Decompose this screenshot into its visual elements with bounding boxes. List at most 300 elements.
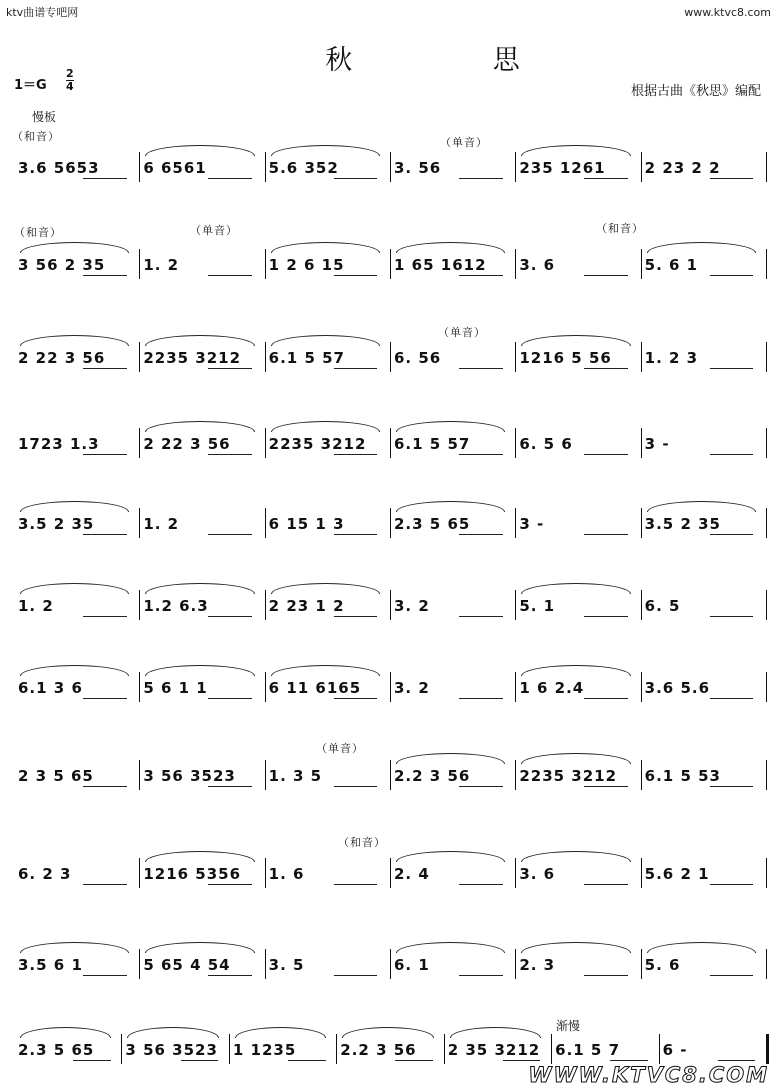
site-name-left: ktv曲谱专吧网 xyxy=(6,6,79,19)
bar-line xyxy=(766,152,767,182)
measure xyxy=(18,594,133,618)
beam-underline xyxy=(610,1060,648,1061)
measure xyxy=(269,594,384,618)
beam-underline xyxy=(584,275,628,276)
bar-line xyxy=(265,152,266,182)
bar-line xyxy=(766,249,767,279)
slur-arc xyxy=(271,421,380,432)
measure xyxy=(519,156,634,180)
measure xyxy=(645,862,760,886)
bar-line xyxy=(265,342,266,372)
measure-notes: 6.1 3 6 xyxy=(18,679,83,697)
bar-line xyxy=(390,428,391,458)
beam-underline xyxy=(208,454,252,455)
measure xyxy=(233,1038,330,1062)
beam-underline xyxy=(710,884,754,885)
bar-line xyxy=(515,590,516,620)
tag-single: （单音） xyxy=(190,224,238,237)
measure-notes: 2235 3212 xyxy=(268,435,367,453)
measure-notes: 5. 1 xyxy=(519,597,556,615)
measure xyxy=(394,676,509,700)
bar-line xyxy=(641,249,642,279)
measure-notes: 2.3 5 65 xyxy=(394,515,471,533)
beam-underline xyxy=(710,975,754,976)
measure-notes: 2. 3 xyxy=(519,956,556,974)
beam-underline xyxy=(83,368,127,369)
measure xyxy=(394,764,509,788)
beam-underline xyxy=(710,616,754,617)
beam-underline xyxy=(83,975,127,976)
slur-arc xyxy=(271,335,380,346)
beam-underline xyxy=(459,534,503,535)
slur-arc xyxy=(521,145,630,156)
measure-notes: 2.2 3 56 xyxy=(340,1041,417,1059)
measure xyxy=(645,253,760,277)
measure-notes: 3 56 3523 xyxy=(143,767,236,785)
beam-underline xyxy=(459,178,503,179)
measure xyxy=(143,253,258,277)
bar-line xyxy=(515,760,516,790)
measure-notes: 5 6 1 1 xyxy=(143,679,208,697)
measure-notes: 1. 2 xyxy=(18,597,54,615)
measure-notes: 2 23 1 2 xyxy=(268,597,345,615)
measure xyxy=(18,953,133,977)
bar-line xyxy=(641,858,642,888)
beam-underline xyxy=(208,534,252,535)
measure xyxy=(18,1038,115,1062)
bar-line xyxy=(515,949,516,979)
measure xyxy=(269,953,384,977)
measure-notes: 5.6 2 1 xyxy=(644,865,710,883)
measure-notes: 1 6 2.4 xyxy=(519,679,585,697)
beam-underline xyxy=(584,454,628,455)
bar-line xyxy=(641,760,642,790)
measure xyxy=(18,432,133,456)
measure xyxy=(269,253,384,277)
tag-single: （单音） xyxy=(316,742,364,755)
slur-arc xyxy=(145,942,254,953)
tag-harmonic: （和音） xyxy=(338,836,386,849)
bar-line xyxy=(766,858,767,888)
measure-notes: 5 65 4 54 xyxy=(143,956,231,974)
measure xyxy=(269,862,384,886)
measure xyxy=(519,432,634,456)
measure xyxy=(18,764,133,788)
measure xyxy=(269,432,384,456)
bar-line xyxy=(139,858,140,888)
slur-arc xyxy=(521,335,630,346)
measure-notes: 2.2 3 56 xyxy=(394,767,471,785)
beam-underline xyxy=(83,698,127,699)
measure-notes: 235 1261 xyxy=(519,159,606,177)
beam-underline xyxy=(334,454,378,455)
beam-underline xyxy=(584,616,628,617)
slur-arc xyxy=(647,942,756,953)
measure xyxy=(269,764,384,788)
tag-harmonic: （和音） xyxy=(14,226,62,239)
bar-line xyxy=(659,1034,660,1064)
meter-top: 2 xyxy=(66,67,74,80)
bar-line xyxy=(390,249,391,279)
footer-watermark: WWW.KTVC8.COM xyxy=(528,1063,769,1087)
bar-line xyxy=(766,760,767,790)
slur-arc xyxy=(20,583,129,594)
tag-harmonic: （和音） xyxy=(12,130,60,143)
measure-notes: 2. 4 xyxy=(394,865,430,883)
score-title: 秋 思 xyxy=(325,45,586,76)
measure-notes: 1. 2 xyxy=(143,256,180,274)
measure xyxy=(18,253,133,277)
beam-underline xyxy=(83,534,127,535)
measure-notes: 1. 2 3 xyxy=(644,349,699,367)
beam-underline xyxy=(334,975,378,976)
slur-arc xyxy=(127,1027,218,1038)
beam-underline xyxy=(584,178,628,179)
bar-line xyxy=(641,949,642,979)
bar-line xyxy=(766,428,767,458)
measure-notes: 3.5 2 35 xyxy=(644,515,721,533)
bar-line xyxy=(265,508,266,538)
slur-arc xyxy=(271,583,380,594)
measure-notes: 1 1235 xyxy=(232,1041,297,1059)
beam-underline xyxy=(83,884,127,885)
slur-arc xyxy=(145,335,254,346)
bar-line xyxy=(139,249,140,279)
bar-line xyxy=(390,590,391,620)
beam-underline xyxy=(459,616,503,617)
measure-notes: 3. 5 xyxy=(268,956,305,974)
measure xyxy=(645,594,760,618)
slur-arc xyxy=(396,942,505,953)
bar-line xyxy=(641,152,642,182)
measure-notes: 2 35 3212 xyxy=(447,1041,541,1059)
measure-notes: 2 22 3 56 xyxy=(143,435,231,453)
measure-notes: 6. 5 xyxy=(644,597,681,615)
measure-notes: 2235 3212 xyxy=(519,767,618,785)
bar-line xyxy=(515,152,516,182)
arranger-credit: 根据古曲《秋思》编配 xyxy=(630,84,761,99)
measure-notes: 2235 3212 xyxy=(143,349,242,367)
measure xyxy=(519,676,634,700)
tag-harmonic: （和音） xyxy=(596,222,644,235)
measure-notes: 3 56 2 35 xyxy=(18,256,106,274)
bar-line xyxy=(515,672,516,702)
measure xyxy=(269,346,384,370)
bar-line xyxy=(766,342,767,372)
measure xyxy=(269,676,384,700)
slur-arc xyxy=(396,242,505,253)
bar-line xyxy=(265,760,266,790)
bar-line xyxy=(139,508,140,538)
slur-arc xyxy=(20,242,129,253)
measure-notes: 1. 2 xyxy=(143,515,180,533)
beam-underline xyxy=(208,616,252,617)
bar-line xyxy=(766,590,767,620)
measure xyxy=(269,156,384,180)
time-signature xyxy=(66,68,74,93)
bar-line xyxy=(139,428,140,458)
bar-line xyxy=(139,590,140,620)
slur-arc xyxy=(145,665,254,676)
beam-underline xyxy=(334,884,378,885)
measure-notes: 3.5 2 35 xyxy=(18,515,95,533)
measure xyxy=(519,594,634,618)
beam-underline xyxy=(395,1060,433,1061)
measure-notes: 3.5 6 1 xyxy=(18,956,83,974)
bar-line xyxy=(390,672,391,702)
slur-arc xyxy=(145,583,254,594)
measure xyxy=(394,156,509,180)
measure-notes: 5. 6 1 xyxy=(644,256,699,274)
measure-notes: 6 15 1 3 xyxy=(268,515,345,533)
slur-arc xyxy=(521,851,630,862)
measure xyxy=(394,432,509,456)
beam-underline xyxy=(710,178,754,179)
tag-single: （单音） xyxy=(438,326,486,339)
beam-underline xyxy=(584,534,628,535)
measure-notes: 1. 3 5 xyxy=(268,767,323,785)
bar-line xyxy=(390,508,391,538)
beam-underline xyxy=(459,454,503,455)
tempo-marking: 慢板 xyxy=(32,110,57,124)
bar-line xyxy=(139,760,140,790)
beam-underline xyxy=(208,884,252,885)
beam-underline xyxy=(208,975,252,976)
bar-line xyxy=(390,760,391,790)
measure xyxy=(143,432,258,456)
beam-underline xyxy=(584,786,628,787)
slur-arc xyxy=(521,942,630,953)
measure-notes: 2 22 3 56 xyxy=(18,349,106,367)
bar-line xyxy=(336,1034,337,1064)
measure-notes: 6. 5 6 xyxy=(519,435,573,453)
bar-line xyxy=(766,672,767,702)
bar-line xyxy=(515,858,516,888)
measure xyxy=(269,512,384,536)
measure xyxy=(340,1038,437,1062)
slur-arc xyxy=(396,851,505,862)
slur-arc xyxy=(271,665,380,676)
beam-underline xyxy=(334,368,378,369)
tempo-ritardando: 渐慢 xyxy=(556,1019,581,1033)
beam-underline xyxy=(710,786,754,787)
beam-underline xyxy=(334,616,378,617)
measure-notes: 2.3 5 65 xyxy=(18,1041,95,1059)
measure xyxy=(143,594,258,618)
beam-underline xyxy=(459,275,503,276)
measure xyxy=(519,512,634,536)
measure-notes: 6.1 5 57 xyxy=(268,349,345,367)
bar-line xyxy=(265,949,266,979)
beam-underline xyxy=(584,698,628,699)
beam-underline xyxy=(83,275,127,276)
measure xyxy=(645,432,760,456)
measure-notes: 6. 1 xyxy=(394,956,430,974)
measure xyxy=(18,862,133,886)
slur-arc xyxy=(145,851,254,862)
measure xyxy=(143,862,258,886)
bar-line xyxy=(515,342,516,372)
beam-underline xyxy=(208,698,252,699)
measure xyxy=(143,512,258,536)
measure xyxy=(18,346,133,370)
measure-notes: 3 - xyxy=(644,435,670,453)
measure-notes: 3. 2 xyxy=(394,679,430,697)
key-signature: 1＝G xyxy=(14,78,47,93)
measure xyxy=(394,953,509,977)
measure-notes: 1 2 6 15 xyxy=(268,256,345,274)
beam-underline xyxy=(208,178,252,179)
measure xyxy=(645,512,760,536)
beam-underline xyxy=(459,975,503,976)
slur-arc xyxy=(20,665,129,676)
bar-line xyxy=(139,152,140,182)
slur-arc xyxy=(20,501,129,512)
measure-notes: 1216 5356 xyxy=(143,865,242,883)
beam-underline xyxy=(584,975,628,976)
slur-arc xyxy=(396,421,505,432)
measure-notes: 3. 56 xyxy=(394,159,442,177)
measure xyxy=(394,862,509,886)
measure-notes: 6.1 5 57 xyxy=(394,435,471,453)
slur-arc xyxy=(450,1027,541,1038)
beam-underline xyxy=(288,1060,326,1061)
bar-line xyxy=(390,949,391,979)
measure xyxy=(394,512,509,536)
measure xyxy=(18,512,133,536)
beam-underline xyxy=(83,454,127,455)
bar-line xyxy=(766,508,767,538)
final-bar-line xyxy=(766,1034,769,1064)
measure xyxy=(394,594,509,618)
measure-notes: 5. 6 xyxy=(644,956,681,974)
measure-notes: 3.6 5653 xyxy=(18,159,100,177)
measure-notes: 6 11 6165 xyxy=(268,679,362,697)
bar-line xyxy=(641,672,642,702)
beam-underline xyxy=(718,1060,756,1061)
beam-underline xyxy=(334,275,378,276)
bar-line xyxy=(515,428,516,458)
measure xyxy=(448,1038,545,1062)
slur-arc xyxy=(20,335,129,346)
slur-arc xyxy=(396,753,505,764)
beam-underline xyxy=(208,275,252,276)
beam-underline xyxy=(83,786,127,787)
bar-line xyxy=(641,590,642,620)
beam-underline xyxy=(503,1060,541,1061)
bar-line xyxy=(641,508,642,538)
beam-underline xyxy=(584,368,628,369)
beam-underline xyxy=(83,616,127,617)
beam-underline xyxy=(334,698,378,699)
measure xyxy=(143,156,258,180)
beam-underline xyxy=(334,534,378,535)
bar-line xyxy=(229,1034,230,1064)
bar-line xyxy=(390,152,391,182)
measure xyxy=(519,764,634,788)
beam-underline xyxy=(710,454,754,455)
measure xyxy=(645,953,760,977)
beam-underline xyxy=(208,786,252,787)
slur-arc xyxy=(396,501,505,512)
beam-underline xyxy=(459,786,503,787)
bar-line xyxy=(265,428,266,458)
measure-notes: 3 - xyxy=(519,515,545,533)
measure xyxy=(394,253,509,277)
measure-notes: 2 3 5 65 xyxy=(18,767,94,785)
measure-notes: 6. 56 xyxy=(394,349,442,367)
slur-arc xyxy=(235,1027,326,1038)
measure xyxy=(519,862,634,886)
bar-line xyxy=(515,508,516,538)
slur-arc xyxy=(521,583,630,594)
measure xyxy=(143,346,258,370)
beam-underline xyxy=(710,368,754,369)
beam-underline xyxy=(459,368,503,369)
measure xyxy=(18,676,133,700)
beam-underline xyxy=(459,884,503,885)
slur-arc xyxy=(145,421,254,432)
bar-line xyxy=(390,858,391,888)
measure-notes: 6. 2 3 xyxy=(18,865,72,883)
measure-notes: 1216 5 56 xyxy=(519,349,612,367)
beam-underline xyxy=(83,178,127,179)
measure-notes: 6.1 5 53 xyxy=(644,767,721,785)
bar-line xyxy=(641,428,642,458)
measure-notes: 3 56 3523 xyxy=(125,1041,218,1059)
measure xyxy=(645,764,760,788)
measure xyxy=(519,253,634,277)
site-url-right: www.ktvc8.com xyxy=(684,6,771,19)
bar-line xyxy=(265,590,266,620)
beam-underline xyxy=(73,1060,111,1061)
slur-arc xyxy=(271,145,380,156)
slur-arc xyxy=(647,242,756,253)
slur-arc xyxy=(521,753,630,764)
slur-arc xyxy=(271,242,380,253)
bar-line xyxy=(139,342,140,372)
measure xyxy=(394,346,509,370)
measure xyxy=(645,346,760,370)
measure-notes: 3. 2 xyxy=(394,597,430,615)
beam-underline xyxy=(710,698,754,699)
bar-line xyxy=(265,858,266,888)
measure-notes: 1723 1.3 xyxy=(18,435,100,453)
measure-notes: 6 6561 xyxy=(143,159,207,177)
measure xyxy=(143,764,258,788)
beam-underline xyxy=(334,178,378,179)
bar-line xyxy=(121,1034,122,1064)
beam-underline xyxy=(208,368,252,369)
measure-notes: 3. 6 xyxy=(519,865,556,883)
measure xyxy=(645,676,760,700)
beam-underline xyxy=(334,786,378,787)
bar-line xyxy=(515,249,516,279)
measure-notes: 3. 6 xyxy=(519,256,556,274)
beam-underline xyxy=(459,698,503,699)
meter-bottom: 4 xyxy=(66,80,74,93)
bar-line xyxy=(641,342,642,372)
measure-notes: 1.2 6.3 xyxy=(143,597,209,615)
slur-arc xyxy=(521,665,630,676)
beam-underline xyxy=(710,534,754,535)
measure xyxy=(143,676,258,700)
bar-line xyxy=(265,249,266,279)
slur-arc xyxy=(145,145,254,156)
beam-underline xyxy=(584,884,628,885)
measure-notes: 6 - xyxy=(662,1041,688,1059)
measure-notes: 1 65 1612 xyxy=(394,256,487,274)
